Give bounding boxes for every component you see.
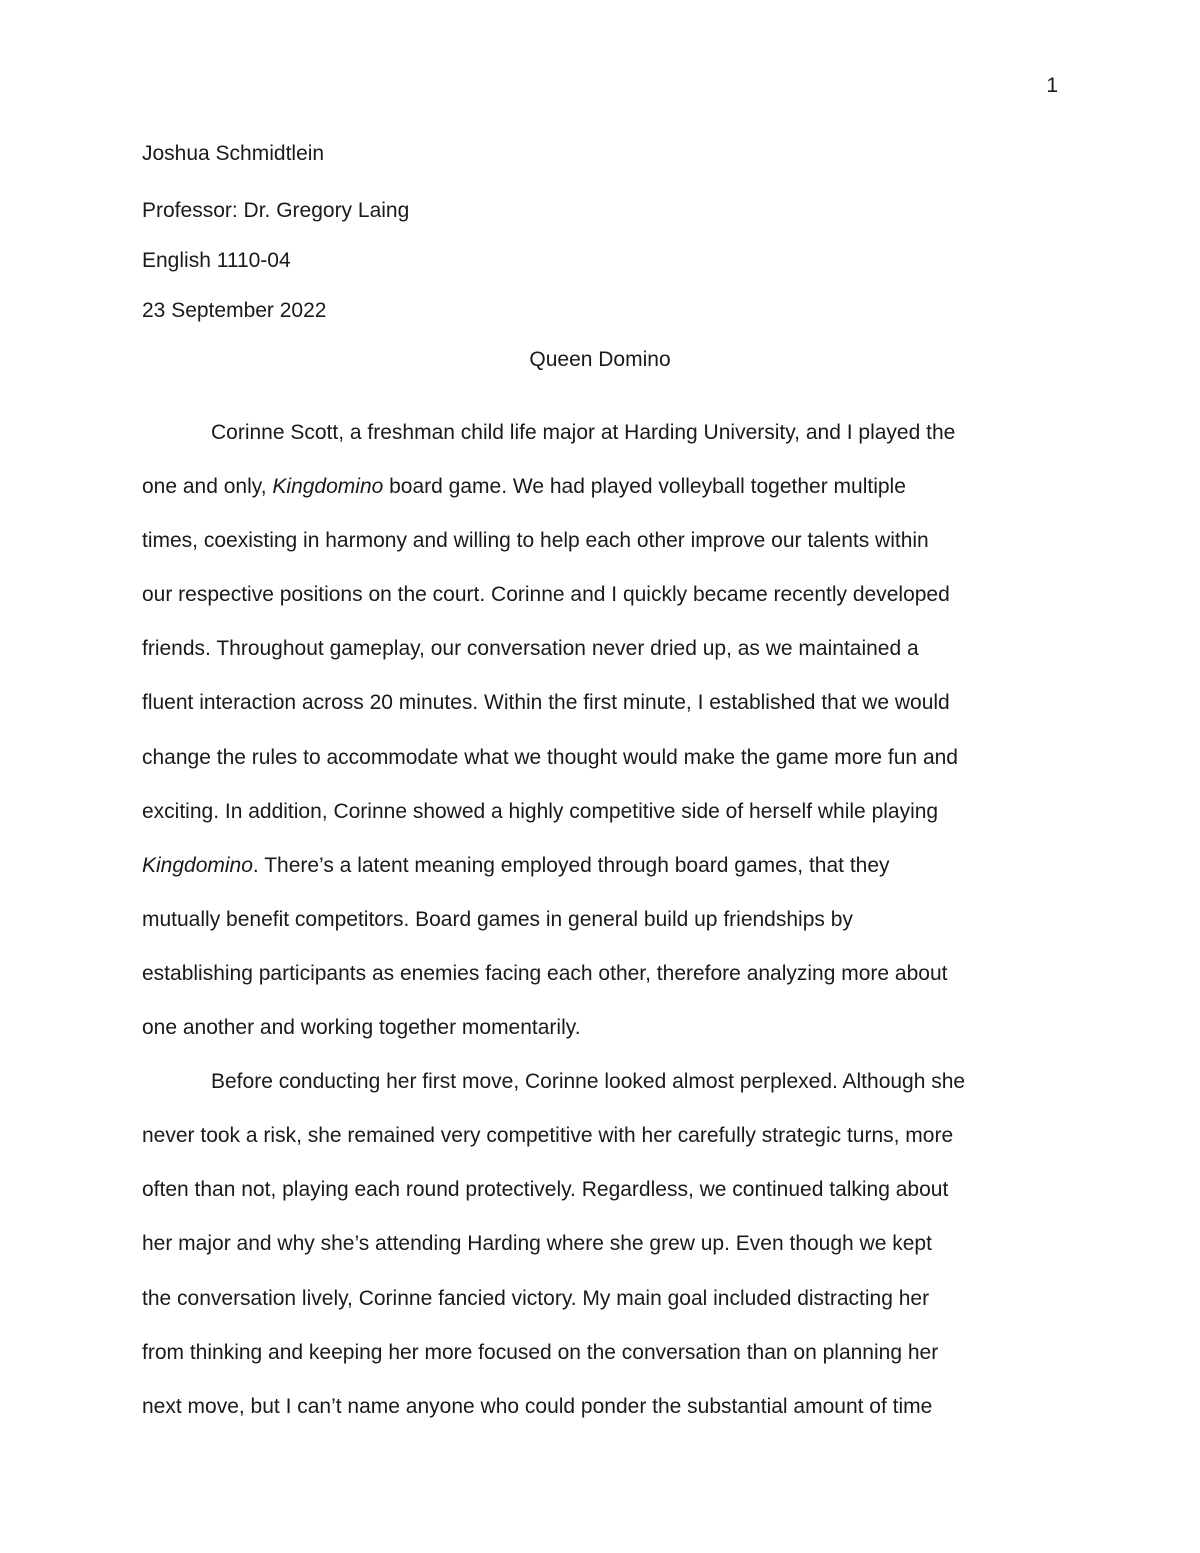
text-segment: one and only,	[142, 475, 273, 499]
date-line: 23 September 2022	[142, 299, 327, 322]
text-line: her major and why she’s attending Harding where she grew up. Even though we kept	[142, 1232, 932, 1256]
text-line: mutually benefit competitors. Board games in general build up friendships by	[142, 907, 853, 931]
game-title-italic: Kingdomino	[272, 475, 384, 499]
text-line: the conversation lively, Corinne fancied victory. My main goal included distracting her	[142, 1286, 930, 1310]
text-line: one another and working together momentarily.	[142, 1016, 581, 1040]
text-line: Corinne Scott, a freshman child life major at Harding University, and I played the	[211, 421, 956, 444]
page-number: 1	[1046, 74, 1058, 97]
mla-header	[142, 140, 409, 325]
text-segment: . There’s a latent meaning employed through board games, that they	[252, 853, 890, 877]
author-name: Joshua Schmidtlein	[142, 142, 325, 165]
game-title-italic: Kingdomino	[142, 853, 253, 877]
text-line: fluent interaction across 20 minutes. Within the first minute, I established that we would	[142, 691, 950, 715]
text-line	[142, 839, 1062, 893]
paragraph	[142, 1055, 1062, 1434]
text-line: friends. Throughout gameplay, our conversation never dried up, as we maintained a	[142, 637, 919, 661]
course-name: English 1110-04	[142, 249, 291, 272]
essay-body	[142, 406, 1062, 1434]
text-line: Before conducting her first move, Corinne looked almost perplexed. Although she	[211, 1070, 966, 1094]
text-line	[142, 460, 1062, 514]
text-line: never took a risk, she remained very competitive with her carefully strategic turns, more	[142, 1124, 954, 1148]
text-line: often than not, playing each round protectively. Regardless, we continued talking about	[142, 1178, 949, 1202]
text-line: establishing participants as enemies facing each other, therefore analyzing more about	[142, 961, 948, 985]
text-line: from thinking and keeping her more focused on the conversation than on planning her	[142, 1340, 939, 1364]
text-line: our respective positions on the court. Corinne and I quickly became recently developed	[142, 583, 950, 607]
text-line: next move, but I can’t name anyone who could ponder the substantial amount of time	[142, 1394, 933, 1418]
text-line: change the rules to accommodate what we thought would make the game more fun and	[142, 745, 958, 769]
text-line: exciting. In addition, Corinne showed a highly competitive side of herself while playing	[142, 799, 939, 823]
paragraph	[142, 406, 1062, 1055]
professor-name: Professor: Dr. Gregory Laing	[142, 199, 410, 222]
text-segment: board game. We had played volleyball together multiple	[383, 475, 906, 499]
essay-title: Queen Domino	[529, 348, 671, 371]
text-line: times, coexisting in harmony and willing to help each other improve our talents within	[142, 529, 929, 553]
